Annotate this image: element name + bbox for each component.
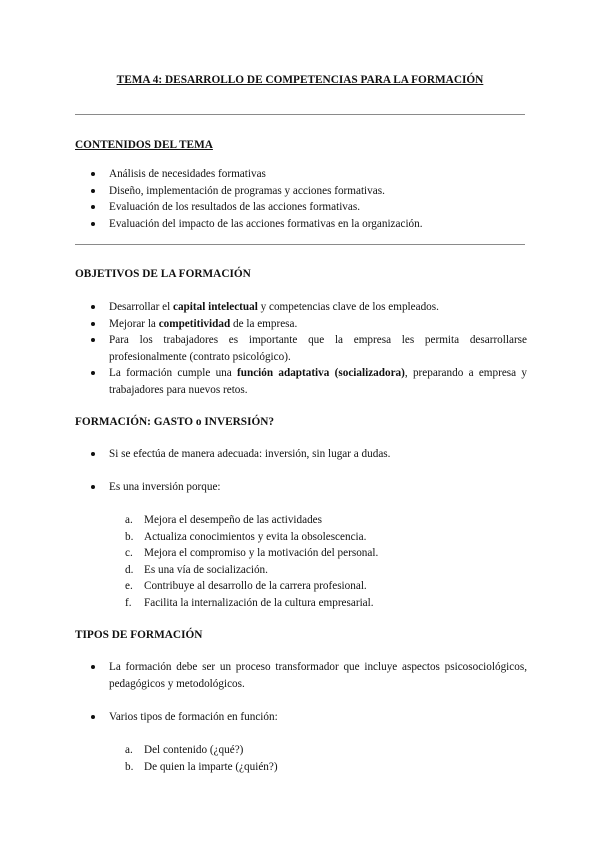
list-item: a. Mejora el desempeño de las actividades: [125, 514, 323, 526]
list-item: Desarrollar el capital intelectual y competencias clave de los empleados.: [91, 299, 527, 316]
gasto-list: [91, 446, 527, 463]
gasto-list-2: [91, 479, 527, 496]
contenidos-list: [91, 166, 527, 232]
bullet-icon: [91, 222, 95, 226]
list-item: Evaluación del impacto de las acciones formativas en la organización.: [91, 216, 527, 233]
bullet-icon: [91, 338, 95, 342]
bullet-icon: [91, 205, 95, 209]
bullet-icon: [91, 485, 95, 489]
list-item: Si se efectúa de manera adecuada: inversión, sin lugar a dudas.: [91, 446, 527, 463]
list-item: Para los trabajadores es importante que la empresa les permita desarrollarse profesionalmente (contrato psicológico).: [91, 332, 527, 365]
list-item: Mejorar la competitividad de la empresa.: [91, 316, 527, 333]
list-item: f. Facilita la internalización de la cultura empresarial.: [125, 596, 374, 609]
contenidos-heading: CONTENIDOS DEL TEMA: [75, 139, 213, 151]
bullet-icon: [91, 189, 95, 193]
list-item: b. De quien la imparte (¿quién?): [125, 760, 278, 773]
list-item: b. Actualiza conocimientos y evita la obsolescencia.: [125, 530, 367, 543]
gasto-heading: FORMACIÓN: GASTO o INVERSIÓN?: [75, 416, 275, 428]
objetivos-list: [91, 299, 527, 398]
bullet-icon: [91, 172, 95, 176]
tipos-list: [91, 659, 527, 692]
list-item: La formación cumple una función adaptativa (socializadora), preparando a empresa y trabajadores para nuevos retos.: [91, 365, 527, 398]
horizontal-rule: [75, 244, 525, 245]
bullet-icon: [91, 452, 95, 456]
bullet-icon: [91, 665, 95, 669]
list-item: Es una inversión porque:: [91, 479, 527, 496]
gasto-sublist: [125, 512, 525, 611]
list-item: a. Del contenido (¿qué?): [125, 744, 244, 756]
horizontal-rule: [75, 114, 525, 115]
list-item: d. Es una vía de socialización.: [125, 563, 268, 576]
list-item: Diseño, implementación de programas y acciones formativas.: [91, 183, 527, 200]
objetivos-heading: OBJETIVOS DE LA FORMACIÓN: [75, 268, 251, 280]
list-item: Evaluación de los resultados de las acciones formativas.: [91, 199, 527, 216]
bullet-icon: [91, 305, 95, 309]
tipos-list-2: [91, 709, 527, 726]
list-item: e. Contribuye al desarrollo de la carrera profesional.: [125, 580, 367, 592]
tipos-sublist: [125, 742, 525, 775]
tipos-heading: TIPOS DE FORMACIÓN: [75, 629, 203, 641]
bullet-icon: [91, 371, 95, 375]
document-title: TEMA 4: DESARROLLO DE COMPETENCIAS PARA LA FORMACIÓN: [116, 74, 484, 86]
list-item: La formación debe ser un proceso transformador que incluye aspectos psicosociológicos, pedagógicos y metodológicos.: [91, 659, 527, 692]
list-item: Análisis de necesidades formativas: [91, 166, 527, 183]
list-item: c. Mejora el compromiso y la motivación del personal.: [125, 547, 379, 559]
bullet-icon: [91, 322, 95, 326]
list-item: Varios tipos de formación en función:: [91, 709, 527, 726]
bullet-icon: [91, 715, 95, 719]
